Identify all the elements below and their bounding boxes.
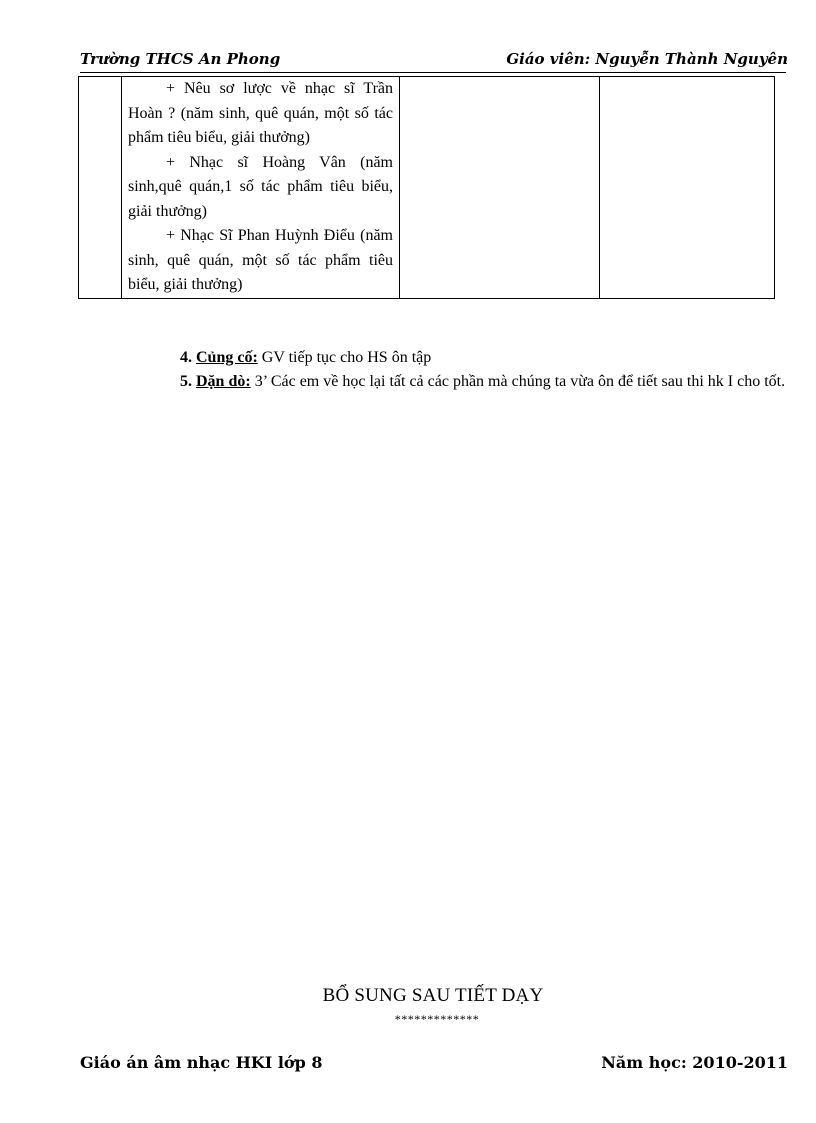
item-number: 4. <box>180 349 192 366</box>
lesson-table <box>78 76 775 299</box>
table-cell-content <box>122 77 400 299</box>
table-cell-notes <box>600 77 775 299</box>
section-cung-co <box>80 346 786 371</box>
item-text: GV tiếp tục cho HS ôn tập <box>257 349 432 366</box>
item-text: 3’ Các em về học lại tất cả các phần mà chúng ta vừa ôn để tiết sau thi hk I cho tốt. <box>250 373 786 390</box>
page-header <box>80 50 788 72</box>
star-divider: ************* <box>394 1012 480 1026</box>
question-tran-hoan: + Nêu sơ lược về nhạc sĩ Trần Hoàn ? (năm sinh, quê quán, một số tác phẩm tiêu biểu, giải thưởng) <box>128 80 393 146</box>
table-cell-student-activity <box>400 77 600 299</box>
teacher-name: Giáo viên: Nguyễn Thành Nguyên <box>506 50 788 68</box>
school-name: Trường THCS An Phong <box>80 50 281 68</box>
table-row <box>79 77 775 299</box>
supplement-title: BỔ SUNG SAU TIẾT DẠY <box>322 985 544 1006</box>
footer-lesson-plan: Giáo án âm nhạc HKI lớp 8 <box>80 1053 323 1072</box>
section-dan-do <box>80 370 786 395</box>
question-hoang-van: + Nhạc sĩ Hoàng Vân (năm sinh,quê quán,1 số tác phẩm tiêu biểu, giải thưởng) <box>128 153 393 220</box>
header-rule <box>80 72 786 73</box>
item-number: 5. <box>180 373 192 390</box>
item-label: Củng cố: <box>196 349 258 366</box>
page-footer <box>80 1053 788 1077</box>
table-cell-time <box>79 77 122 299</box>
item-label: Dặn dò: <box>196 373 251 390</box>
footer-school-year: Năm học: 2010-2011 <box>601 1053 788 1072</box>
question-phan-huynh-dieu: + Nhạc Sĩ Phan Huỳnh Điểu (năm sinh, quê quán, một số tác phẩm tiêu biểu, giải thưởng) <box>128 227 393 293</box>
